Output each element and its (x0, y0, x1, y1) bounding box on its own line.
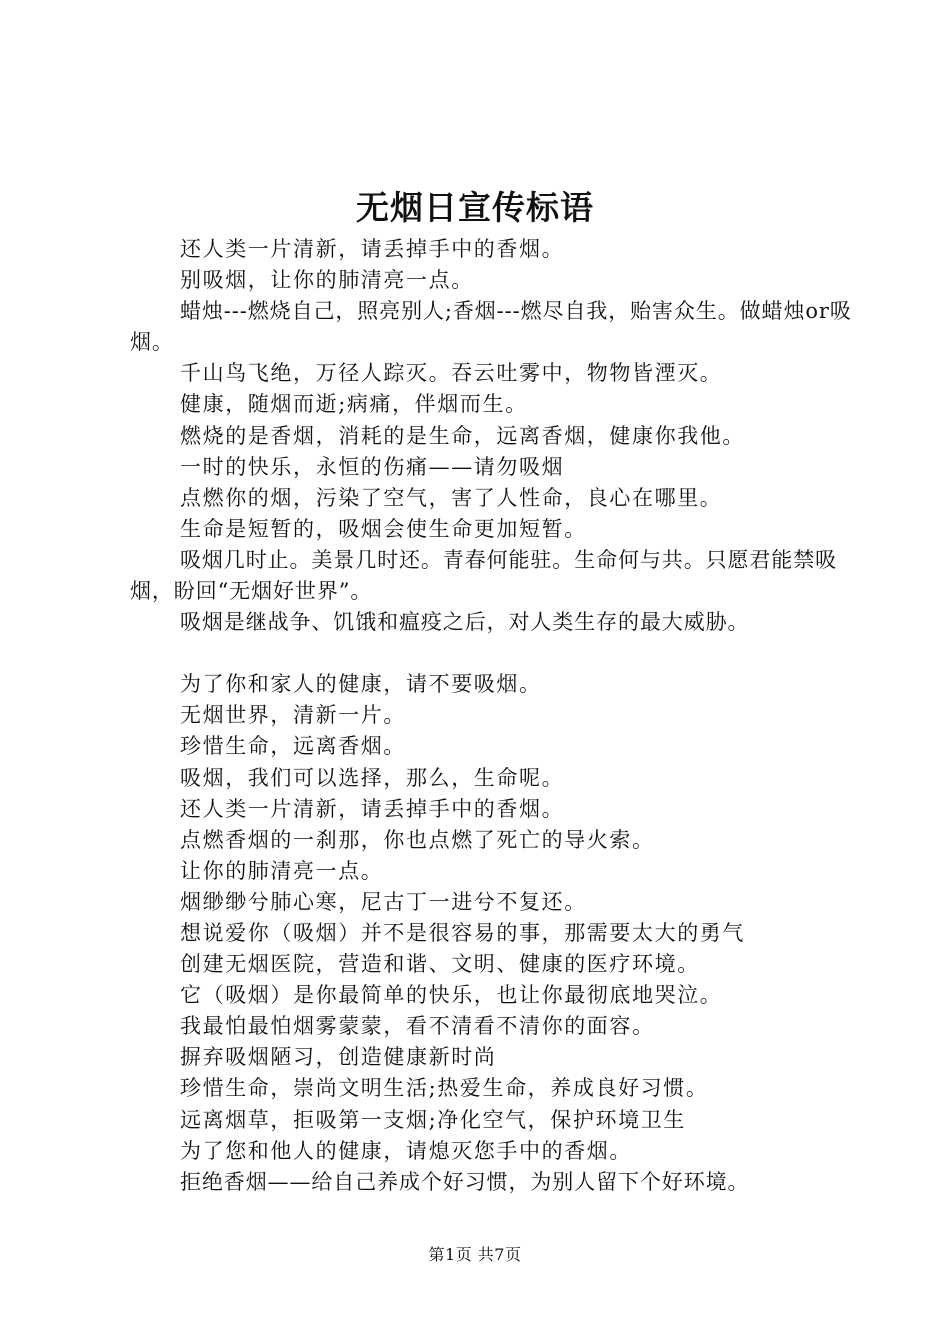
slogan-paragraph: 为了你和家人的健康，请不要吸烟。 (180, 672, 542, 697)
slogan-paragraph: 摒弃吸烟陋习，创造健康新时尚 (180, 1045, 497, 1070)
slogan-paragraph: 别吸烟，让你的肺清亮一点。 (180, 268, 474, 293)
slogan-paragraph: 还人类一片清新，请丢掉手中的香烟。 (180, 237, 565, 261)
page-number-footer: 第1页 共7页 (428, 1245, 522, 1264)
paragraph-gap (130, 638, 852, 669)
slogan-paragraph: 珍惜生命，崇尚文明生活;热爱生命，养成良好习惯。 (180, 1076, 709, 1101)
slogan-paragraph: 一时的快乐，永恒的伤痛——请勿吸烟 (180, 454, 565, 479)
slogan-paragraph: 想说爱你（吸烟）并不是很容易的事，那需要太大的勇气 (180, 920, 745, 945)
slogan-paragraph: 吸烟几时止。美景几时还。青春何能驻。生命何与共。只愿君能禁吸烟，盼回“无烟好世界”。 (130, 547, 837, 604)
slogan-paragraph: 燃烧的是香烟，消耗的是生命，远离香烟，健康你我他。 (180, 423, 745, 448)
slogan-paragraph: 吸烟是继战争、饥饿和瘟疫之后，对人类生存的最大威胁。 (180, 610, 750, 635)
slogan-paragraph: 无烟世界，清新一片。 (180, 703, 406, 728)
slogan-paragraph: 创建无烟医院，营造和谐、文明、健康的医疗环境。 (180, 952, 700, 977)
slogan-paragraph: 烟缈缈兮肺心寒，尼古丁一进兮不复还。 (180, 889, 587, 914)
slogan-paragraph: 千山鸟飞绝，万径人踪灭。吞云吐雾中，物物皆湮灭。 (180, 361, 723, 386)
slogan-paragraph: 拒绝香烟——给自己养成个好习惯，为别人留下个好环境。 (180, 1169, 750, 1194)
slogan-paragraph: 蜡烛---燃烧自己，照亮别人;香烟---燃尽自我，贻害众生。做蜡烛or吸烟。 (130, 299, 852, 355)
slogan-paragraph: 为了您和他人的健康，请熄灭您手中的香烟。 (180, 1138, 632, 1163)
slogan-paragraph: 还人类一片清新，请丢掉手中的香烟。 (180, 796, 565, 821)
slogan-paragraph: 远离烟草，拒吸第一支烟;净化空气，保护环境卫生 (180, 1107, 686, 1132)
slogan-paragraph: 生命是短暂的，吸烟会使生命更加短暂。 (180, 516, 587, 541)
slogan-paragraph: 点燃香烟的一刹那，你也点燃了死亡的导火索。 (180, 827, 655, 852)
document-body (130, 234, 852, 1198)
slogan-paragraph: 点燃你的烟，污染了空气，害了人性命，良心在哪里。 (180, 485, 723, 510)
slogan-paragraph: 让你的肺清亮一点。 (180, 858, 384, 883)
slogan-paragraph: 健康，随烟而逝;病痛，伴烟而生。 (180, 392, 528, 417)
document-title: 无烟日宣传标语 (356, 188, 594, 227)
slogan-paragraph: 珍惜生命，远离香烟。 (180, 734, 406, 759)
slogan-paragraph: 它（吸烟）是你最简单的快乐，也让你最彻底地哭泣。 (180, 983, 723, 1008)
slogan-paragraph: 吸烟，我们可以选择，那么，生命呢。 (180, 765, 565, 790)
slogan-paragraph: 我最怕最怕烟雾蒙蒙，看不清看不清你的面容。 (180, 1014, 655, 1039)
